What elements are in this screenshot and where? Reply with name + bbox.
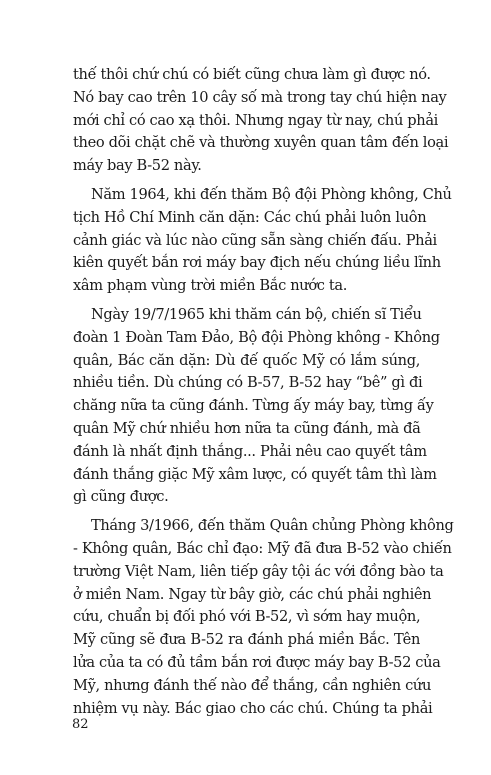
text-line: xâm phạm vùng trời miền Bắc nước ta. bbox=[73, 277, 348, 295]
text-line: cảnh giác và lúc nào cũng sẵn sàng chiến đấu. Phải bbox=[73, 231, 437, 249]
page-number: 82 bbox=[72, 717, 89, 732]
paragraph-1 bbox=[73, 64, 449, 178]
text-line: gì cũng được. bbox=[73, 488, 169, 506]
text-line: nhiệm vụ này. Bác giao cho các chú. Chúng ta phải bbox=[73, 699, 433, 717]
text-line: theo dõi chặt chẽ và thường xuyên quan tâm đến loại bbox=[73, 134, 449, 152]
text-line: nhiều tiền. Dù chúng có B-57, B-52 hay “bê” gì đi bbox=[73, 374, 423, 392]
text-line: thế thôi chứ chú có biết cũng chưa làm gì được nó. bbox=[73, 66, 431, 83]
text-line: ở miền Nam. Ngay từ bây giờ, các chú phải nghiên bbox=[73, 585, 432, 603]
text-line: đánh thắng giặc Mỹ xâm lược, có quyết tâm thì làm bbox=[73, 465, 437, 483]
body-text bbox=[73, 64, 454, 726]
text-line: mới chỉ có cao xạ thôi. Nhưng ngay từ nay, chú phải bbox=[73, 111, 439, 129]
paragraph-2 bbox=[73, 184, 452, 298]
text-line: đoàn 1 Đoàn Tam Đảo, Bộ đội Phòng không - Không bbox=[73, 328, 440, 346]
text-line: chăng nữa ta cũng đánh. Từng ấy máy bay, từng ấy bbox=[73, 397, 434, 415]
text-line: quân, Bác căn dặn: Dù đế quốc Mỹ có lắm súng, bbox=[73, 351, 420, 369]
text-line: Tháng 3/1966, đến thăm Quân chủng Phòng không bbox=[91, 517, 454, 535]
text-line: Mỹ, nhưng đánh thế nào để thắng, cần nghiên cứu bbox=[73, 676, 432, 694]
text-line: cứu, chuẩn bị đối phó với B-52, vì sớm hay muộn, bbox=[73, 608, 421, 626]
text-line: quân Mỹ chứ nhiều hơn nữa ta cũng đánh, mà đã bbox=[73, 419, 421, 437]
text-line: đánh là nhất định thắng... Phải nêu cao quyết tâm bbox=[73, 442, 427, 460]
text-line: máy bay B-52 này. bbox=[73, 157, 202, 175]
text-line: - Không quân, Bác chỉ đạo: Mỹ đã đưa B-52 vào chiến bbox=[73, 539, 452, 557]
text-line: Mỹ cũng sẽ đưa B-52 ra đánh phá miền Bắc. Tên bbox=[73, 631, 420, 649]
text-line: Năm 1964, khi đến thăm Bộ đội Phòng không, Chủ bbox=[91, 185, 452, 203]
text-line: lửa của ta có đủ tầm bắn rơi được máy bay B-52 của bbox=[73, 653, 441, 671]
text-line: Ngày 19/7/1965 khi thăm cán bộ, chiến sĩ Tiểu bbox=[91, 305, 422, 323]
paragraph-3 bbox=[73, 304, 440, 509]
paragraph-4 bbox=[73, 515, 454, 720]
text-line: kiên quyết bắn rơi máy bay địch nếu chúng liều lĩnh bbox=[73, 254, 441, 272]
text-line: tịch Hồ Chí Minh căn dặn: Các chú phải luôn luôn bbox=[73, 208, 427, 226]
text-line: Nó bay cao trên 10 cây số mà trong tay chú hiện nay bbox=[73, 88, 447, 106]
text-line: trường Việt Nam, liên tiếp gây tội ác với đồng bào ta bbox=[73, 562, 444, 580]
